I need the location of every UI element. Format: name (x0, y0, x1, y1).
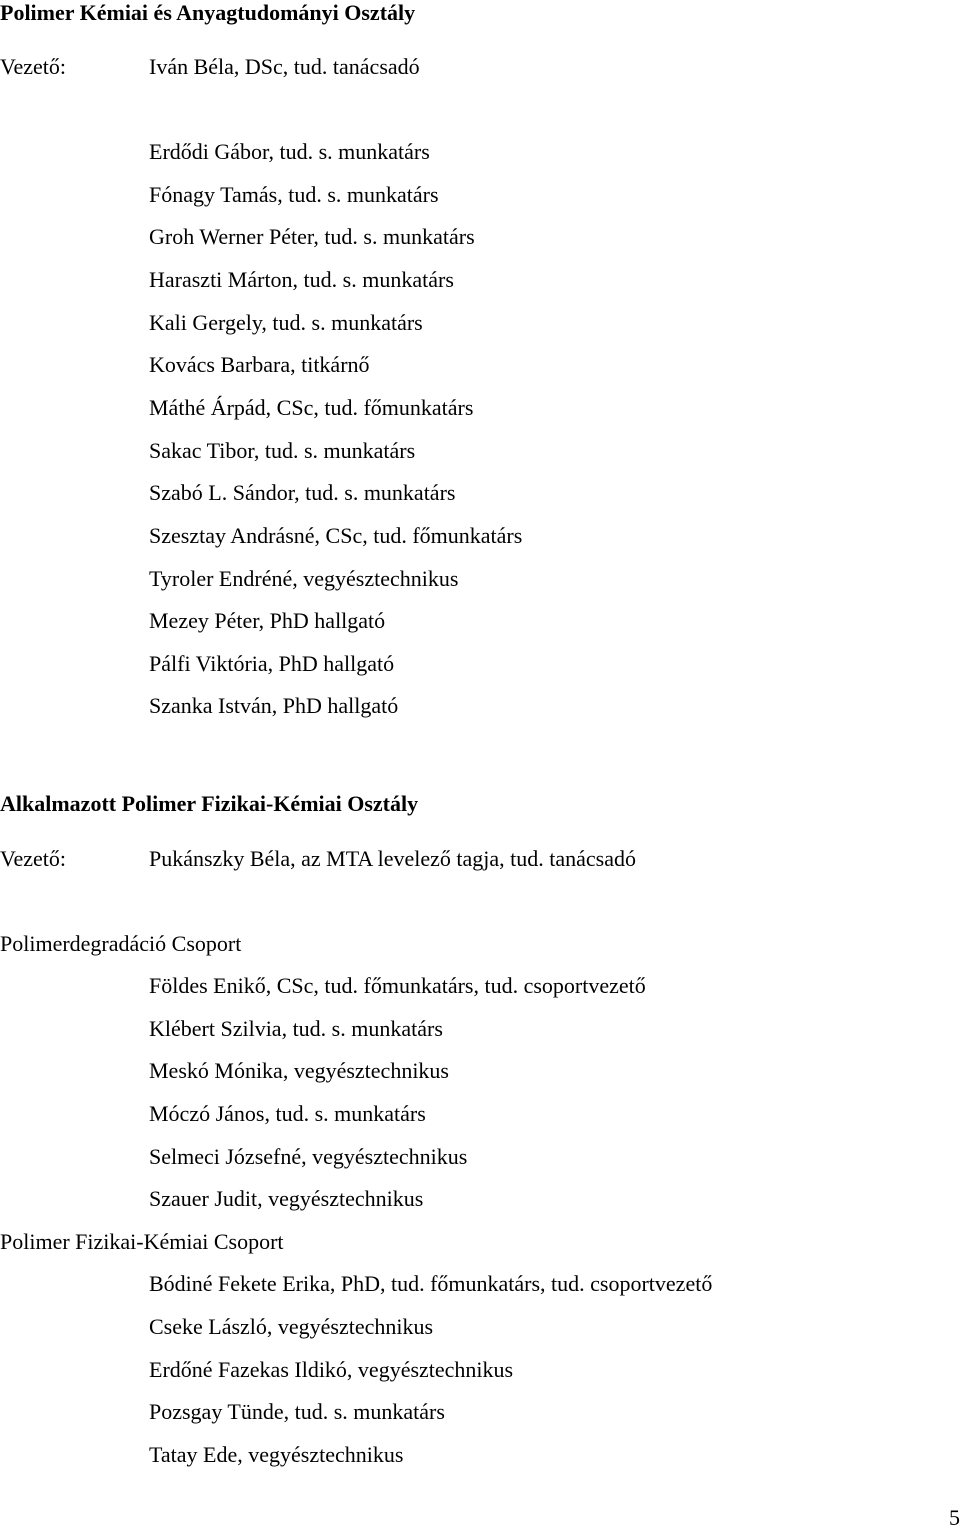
list-item: Fónagy Tamás, tud. s. munkatárs (149, 182, 439, 207)
leader-name: Pukánszky Béla, az MTA levelező tagja, tud. tanácsadó (149, 846, 636, 871)
section-title: Alkalmazott Polimer Fizikai-Kémiai Osztály (0, 791, 419, 816)
list-item: Móczó János, tud. s. munkatárs (149, 1101, 426, 1126)
list-item: Tyroler Endréné, vegyésztechnikus (149, 566, 459, 591)
list-item: Kali Gergely, tud. s. munkatárs (149, 310, 423, 335)
group-title: Polimerdegradáció Csoport (0, 931, 242, 956)
list-item: Cseke László, vegyésztechnikus (149, 1314, 434, 1339)
group-title: Polimer Fizikai-Kémiai Csoport (0, 1229, 284, 1254)
list-item: Mezey Péter, PhD hallgató (149, 608, 386, 633)
list-item: Szauer Judit, vegyésztechnikus (149, 1186, 424, 1211)
list-item: Szesztay Andrásné, CSc, tud. főmunkatárs (149, 523, 523, 548)
list-item: Selmeci Józsefné, vegyésztechnikus (149, 1144, 468, 1169)
list-item: Pálfi Viktória, PhD hallgató (149, 651, 395, 676)
list-item: Haraszti Márton, tud. s. munkatárs (149, 267, 454, 292)
leader-label: Vezető: (0, 54, 66, 79)
list-item: Meskó Mónika, vegyésztechnikus (149, 1058, 449, 1083)
list-item: Erdődi Gábor, tud. s. munkatárs (149, 139, 430, 164)
list-item: Szabó L. Sándor, tud. s. munkatárs (149, 480, 456, 505)
list-item: Máthé Árpád, CSc, tud. főmunkatárs (149, 395, 474, 420)
list-item: Kovács Barbara, titkárnő (149, 352, 370, 377)
section-title: Polimer Kémiai és Anyagtudományi Osztály (0, 0, 416, 25)
list-item: Tatay Ede, vegyésztechnikus (149, 1442, 404, 1467)
list-item: Bódiné Fekete Erika, PhD, tud. főmunkatárs, tud. csoportvezető (149, 1271, 713, 1296)
leader-name: Iván Béla, DSc, tud. tanácsadó (149, 54, 420, 79)
leader-label: Vezető: (0, 846, 66, 871)
list-item: Földes Enikő, CSc, tud. főmunkatárs, tud. csoportvezető (149, 973, 646, 998)
page-number: 5 (949, 1505, 960, 1530)
list-item: Pozsgay Tünde, tud. s. munkatárs (149, 1399, 445, 1424)
list-item: Erdőné Fazekas Ildikó, vegyésztechnikus (149, 1357, 514, 1382)
list-item: Sakac Tibor, tud. s. munkatárs (149, 438, 416, 463)
list-item: Groh Werner Péter, tud. s. munkatárs (149, 224, 475, 249)
list-item: Klébert Szilvia, tud. s. munkatárs (149, 1016, 443, 1041)
list-item: Szanka István, PhD hallgató (149, 693, 399, 718)
